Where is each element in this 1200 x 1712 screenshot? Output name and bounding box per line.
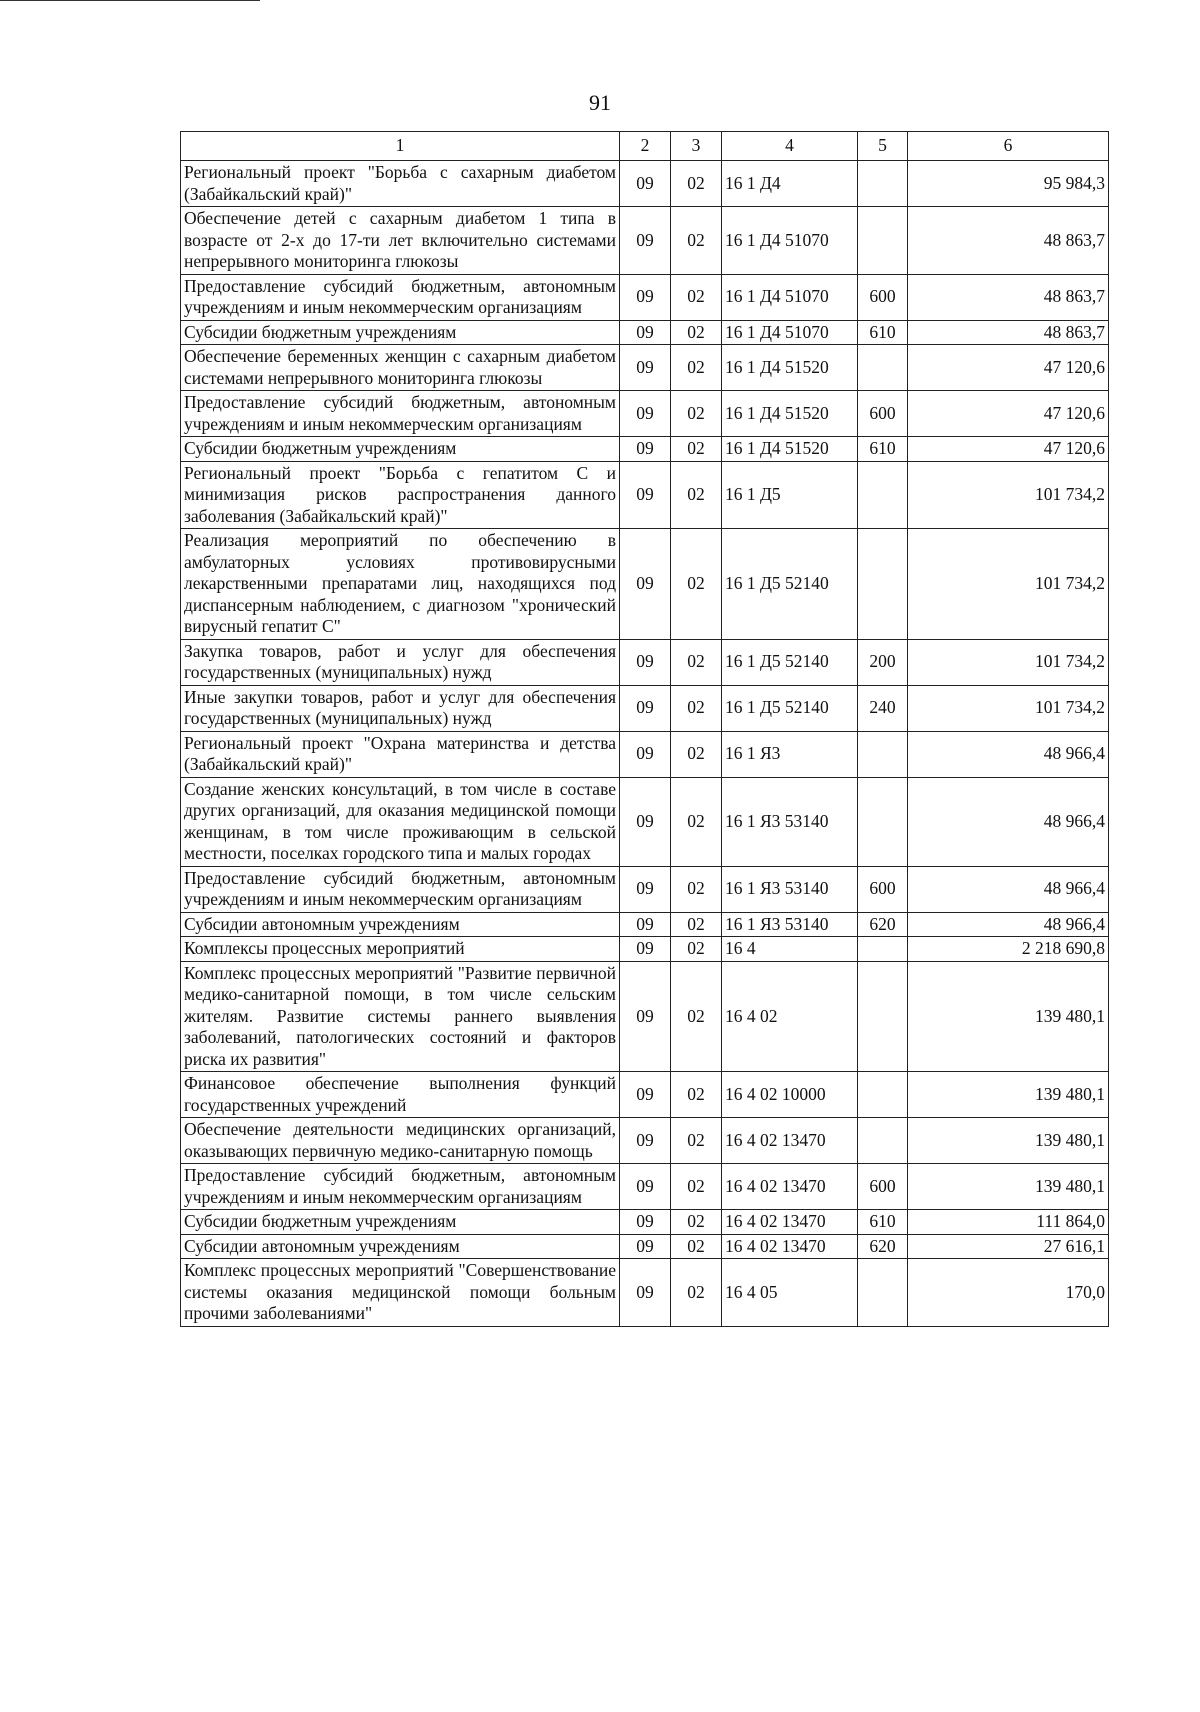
row-section-cell: 09 bbox=[620, 345, 671, 391]
table-row bbox=[181, 161, 1109, 207]
row-section-cell: 09 bbox=[620, 1164, 671, 1210]
table-row bbox=[181, 1234, 1109, 1259]
row-amount-cell: 48 863,7 bbox=[908, 207, 1109, 275]
row-amount-cell: 48 863,7 bbox=[908, 320, 1109, 345]
row-target-code-cell: 16 4 05 bbox=[722, 1259, 858, 1327]
row-amount-cell: 139 480,1 bbox=[908, 1164, 1109, 1210]
row-amount-cell: 139 480,1 bbox=[908, 1118, 1109, 1164]
row-expense-type-cell: 200 bbox=[858, 639, 908, 685]
table-row bbox=[181, 961, 1109, 1072]
table-row bbox=[181, 912, 1109, 937]
column-header: 3 bbox=[671, 132, 722, 161]
row-name-cell: Субсидии автономным учреждениям bbox=[181, 1234, 620, 1259]
row-name-cell: Предоставление субсидий бюджетным, автономным учреждениям и иным некоммерческим организациям bbox=[181, 274, 620, 320]
row-amount-cell: 27 616,1 bbox=[908, 1234, 1109, 1259]
table-row bbox=[181, 529, 1109, 640]
row-section-cell: 09 bbox=[620, 274, 671, 320]
row-target-code-cell: 16 4 02 13470 bbox=[722, 1118, 858, 1164]
row-target-code-cell: 16 1 Д4 51520 bbox=[722, 345, 858, 391]
row-amount-cell: 48 966,4 bbox=[908, 731, 1109, 777]
row-subsection-cell: 02 bbox=[671, 961, 722, 1072]
row-section-cell: 09 bbox=[620, 731, 671, 777]
row-subsection-cell: 02 bbox=[671, 320, 722, 345]
row-amount-cell: 48 863,7 bbox=[908, 274, 1109, 320]
row-amount-cell: 170,0 bbox=[908, 1259, 1109, 1327]
row-target-code-cell: 16 4 02 bbox=[722, 961, 858, 1072]
row-subsection-cell: 02 bbox=[671, 391, 722, 437]
row-name-cell: Региональный проект "Борьба с сахарным диабетом (Забайкальский край)" bbox=[181, 161, 620, 207]
row-name-cell: Обеспечение деятельности медицинских организаций, оказывающих первичную медико-санитарную помощь bbox=[181, 1118, 620, 1164]
row-section-cell: 09 bbox=[620, 1072, 671, 1118]
row-expense-type-cell bbox=[858, 961, 908, 1072]
row-name-cell: Реализация мероприятий по обеспечению в амбулаторных условиях противовирусными лекарственными препаратами лиц, находящихся под диспансерным наблюдением, с диагнозом "хронический вирусный гепатит С" bbox=[181, 529, 620, 640]
row-name-cell: Субсидии бюджетным учреждениям bbox=[181, 320, 620, 345]
table-row bbox=[181, 639, 1109, 685]
row-subsection-cell: 02 bbox=[671, 345, 722, 391]
row-name-cell: Предоставление субсидий бюджетным, автономным учреждениям и иным некоммерческим организациям bbox=[181, 391, 620, 437]
row-subsection-cell: 02 bbox=[671, 639, 722, 685]
page-number: 91 bbox=[589, 90, 611, 115]
row-target-code-cell: 16 1 Я3 bbox=[722, 731, 858, 777]
table-row bbox=[181, 777, 1109, 866]
table-row bbox=[181, 1259, 1109, 1327]
column-header: 5 bbox=[858, 132, 908, 161]
row-section-cell: 09 bbox=[620, 912, 671, 937]
row-amount-cell: 95 984,3 bbox=[908, 161, 1109, 207]
row-name-cell: Комплексы процессных мероприятий bbox=[181, 937, 620, 962]
row-name-cell: Комплекс процессных мероприятий "Совершенствование системы оказания медицинской помощи больным прочими заболеваниями" bbox=[181, 1259, 620, 1327]
row-section-cell: 09 bbox=[620, 961, 671, 1072]
row-name-cell: Предоставление субсидий бюджетным, автономным учреждениям и иным некоммерческим организациям bbox=[181, 1164, 620, 1210]
row-expense-type-cell bbox=[858, 1259, 908, 1327]
row-name-cell: Региональный проект "Борьба с гепатитом С и минимизация рисков распространения данного заболевания (Забайкальский край)" bbox=[181, 461, 620, 529]
row-amount-cell: 101 734,2 bbox=[908, 685, 1109, 731]
table-row bbox=[181, 345, 1109, 391]
table-row bbox=[181, 1072, 1109, 1118]
row-name-cell: Обеспечение беременных женщин с сахарным диабетом системами непрерывного мониторинга глюкозы bbox=[181, 345, 620, 391]
column-header: 4 bbox=[722, 132, 858, 161]
row-name-cell: Обеспечение детей с сахарным диабетом 1 типа в возрасте от 2-х до 17-ти лет включительно системами непрерывного мониторинга глюкозы bbox=[181, 207, 620, 275]
row-expense-type-cell bbox=[858, 937, 908, 962]
row-section-cell: 09 bbox=[620, 391, 671, 437]
row-expense-type-cell: 600 bbox=[858, 866, 908, 912]
row-expense-type-cell: 600 bbox=[858, 1164, 908, 1210]
table-row bbox=[181, 274, 1109, 320]
row-target-code-cell: 16 4 02 13470 bbox=[722, 1164, 858, 1210]
row-section-cell: 09 bbox=[620, 1234, 671, 1259]
row-expense-type-cell bbox=[858, 1118, 908, 1164]
row-target-code-cell: 16 1 Д4 bbox=[722, 161, 858, 207]
row-expense-type-cell bbox=[858, 1072, 908, 1118]
table-row bbox=[181, 437, 1109, 462]
row-subsection-cell: 02 bbox=[671, 274, 722, 320]
table-row bbox=[181, 391, 1109, 437]
table-row bbox=[181, 1118, 1109, 1164]
row-amount-cell: 111 864,0 bbox=[908, 1210, 1109, 1235]
row-expense-type-cell: 610 bbox=[858, 437, 908, 462]
table-header-row bbox=[181, 132, 1109, 161]
row-amount-cell: 101 734,2 bbox=[908, 639, 1109, 685]
row-expense-type-cell: 600 bbox=[858, 274, 908, 320]
row-name-cell: Субсидии автономным учреждениям bbox=[181, 912, 620, 937]
row-subsection-cell: 02 bbox=[671, 777, 722, 866]
row-amount-cell: 139 480,1 bbox=[908, 961, 1109, 1072]
row-amount-cell: 48 966,4 bbox=[908, 866, 1109, 912]
row-subsection-cell: 02 bbox=[671, 731, 722, 777]
row-subsection-cell: 02 bbox=[671, 937, 722, 962]
table-row bbox=[181, 685, 1109, 731]
row-expense-type-cell bbox=[858, 345, 908, 391]
top-scan-rule bbox=[0, 0, 260, 1]
row-amount-cell: 48 966,4 bbox=[908, 777, 1109, 866]
row-amount-cell: 139 480,1 bbox=[908, 1072, 1109, 1118]
row-section-cell: 09 bbox=[620, 161, 671, 207]
row-name-cell: Предоставление субсидий бюджетным, автономным учреждениям и иным некоммерческим организациям bbox=[181, 866, 620, 912]
row-name-cell: Создание женских консультаций, в том числе в составе других организаций, для оказания медицинской помощи женщинам, в том числе проживающим в сельской местности, поселках городского типа и малых городах bbox=[181, 777, 620, 866]
row-target-code-cell: 16 1 Д5 52140 bbox=[722, 639, 858, 685]
row-target-code-cell: 16 4 02 13470 bbox=[722, 1234, 858, 1259]
row-amount-cell: 101 734,2 bbox=[908, 529, 1109, 640]
row-subsection-cell: 02 bbox=[671, 437, 722, 462]
row-section-cell: 09 bbox=[620, 685, 671, 731]
row-target-code-cell: 16 1 Д4 51070 bbox=[722, 320, 858, 345]
row-target-code-cell: 16 1 Д4 51520 bbox=[722, 391, 858, 437]
row-subsection-cell: 02 bbox=[671, 1234, 722, 1259]
row-subsection-cell: 02 bbox=[671, 866, 722, 912]
row-subsection-cell: 02 bbox=[671, 685, 722, 731]
row-name-cell: Субсидии бюджетным учреждениям bbox=[181, 1210, 620, 1235]
row-subsection-cell: 02 bbox=[671, 1118, 722, 1164]
row-target-code-cell: 16 1 Я3 53140 bbox=[722, 866, 858, 912]
row-target-code-cell: 16 4 02 13470 bbox=[722, 1210, 858, 1235]
row-section-cell: 09 bbox=[620, 777, 671, 866]
row-section-cell: 09 bbox=[620, 866, 671, 912]
row-expense-type-cell bbox=[858, 529, 908, 640]
row-expense-type-cell bbox=[858, 207, 908, 275]
row-target-code-cell: 16 1 Я3 53140 bbox=[722, 777, 858, 866]
row-section-cell: 09 bbox=[620, 461, 671, 529]
row-section-cell: 09 bbox=[620, 937, 671, 962]
row-expense-type-cell bbox=[858, 161, 908, 207]
row-amount-cell: 47 120,6 bbox=[908, 345, 1109, 391]
row-expense-type-cell bbox=[858, 731, 908, 777]
row-expense-type-cell: 620 bbox=[858, 1234, 908, 1259]
row-section-cell: 09 bbox=[620, 639, 671, 685]
row-name-cell: Иные закупки товаров, работ и услуг для обеспечения государственных (муниципальных) нужд bbox=[181, 685, 620, 731]
row-name-cell: Закупка товаров, работ и услуг для обеспечения государственных (муниципальных) нужд bbox=[181, 639, 620, 685]
table-body bbox=[181, 161, 1109, 1327]
table-row bbox=[181, 866, 1109, 912]
table-row bbox=[181, 1210, 1109, 1235]
row-section-cell: 09 bbox=[620, 320, 671, 345]
table-row bbox=[181, 731, 1109, 777]
table-row bbox=[181, 1164, 1109, 1210]
row-amount-cell: 101 734,2 bbox=[908, 461, 1109, 529]
row-name-cell: Финансовое обеспечение выполнения функций государственных учреждений bbox=[181, 1072, 620, 1118]
row-amount-cell: 47 120,6 bbox=[908, 391, 1109, 437]
row-target-code-cell: 16 1 Д5 52140 bbox=[722, 685, 858, 731]
row-expense-type-cell: 600 bbox=[858, 391, 908, 437]
row-subsection-cell: 02 bbox=[671, 1210, 722, 1235]
table-row bbox=[181, 461, 1109, 529]
row-amount-cell: 47 120,6 bbox=[908, 437, 1109, 462]
row-subsection-cell: 02 bbox=[671, 1072, 722, 1118]
row-name-cell: Региональный проект "Охрана материнства и детства (Забайкальский край)" bbox=[181, 731, 620, 777]
row-expense-type-cell: 620 bbox=[858, 912, 908, 937]
budget-table bbox=[180, 131, 1109, 1327]
column-header: 2 bbox=[620, 132, 671, 161]
row-section-cell: 09 bbox=[620, 437, 671, 462]
row-target-code-cell: 16 1 Д5 bbox=[722, 461, 858, 529]
table-row bbox=[181, 937, 1109, 962]
row-amount-cell: 48 966,4 bbox=[908, 912, 1109, 937]
row-subsection-cell: 02 bbox=[671, 461, 722, 529]
row-expense-type-cell bbox=[858, 461, 908, 529]
row-subsection-cell: 02 bbox=[671, 1259, 722, 1327]
row-section-cell: 09 bbox=[620, 207, 671, 275]
row-target-code-cell: 16 4 bbox=[722, 937, 858, 962]
row-target-code-cell: 16 1 Я3 53140 bbox=[722, 912, 858, 937]
row-target-code-cell: 16 1 Д4 51520 bbox=[722, 437, 858, 462]
row-target-code-cell: 16 1 Д4 51070 bbox=[722, 274, 858, 320]
row-section-cell: 09 bbox=[620, 529, 671, 640]
row-section-cell: 09 bbox=[620, 1259, 671, 1327]
row-section-cell: 09 bbox=[620, 1118, 671, 1164]
row-name-cell: Субсидии бюджетным учреждениям bbox=[181, 437, 620, 462]
column-header: 1 bbox=[181, 132, 620, 161]
row-subsection-cell: 02 bbox=[671, 1164, 722, 1210]
row-expense-type-cell: 610 bbox=[858, 1210, 908, 1235]
column-header: 6 bbox=[908, 132, 1109, 161]
row-expense-type-cell: 240 bbox=[858, 685, 908, 731]
row-expense-type-cell bbox=[858, 777, 908, 866]
table-row bbox=[181, 320, 1109, 345]
row-amount-cell: 2 218 690,8 bbox=[908, 937, 1109, 962]
row-expense-type-cell: 610 bbox=[858, 320, 908, 345]
row-name-cell: Комплекс процессных мероприятий "Развитие первичной медико-санитарной помощи, в том числе сельским жителям. Развитие системы раннего выявления заболеваний, патологических состояний и факторов риска их развития" bbox=[181, 961, 620, 1072]
row-subsection-cell: 02 bbox=[671, 207, 722, 275]
row-target-code-cell: 16 1 Д4 51070 bbox=[722, 207, 858, 275]
table-row bbox=[181, 207, 1109, 275]
row-target-code-cell: 16 4 02 10000 bbox=[722, 1072, 858, 1118]
row-target-code-cell: 16 1 Д5 52140 bbox=[722, 529, 858, 640]
row-subsection-cell: 02 bbox=[671, 161, 722, 207]
row-subsection-cell: 02 bbox=[671, 912, 722, 937]
row-subsection-cell: 02 bbox=[671, 529, 722, 640]
row-section-cell: 09 bbox=[620, 1210, 671, 1235]
